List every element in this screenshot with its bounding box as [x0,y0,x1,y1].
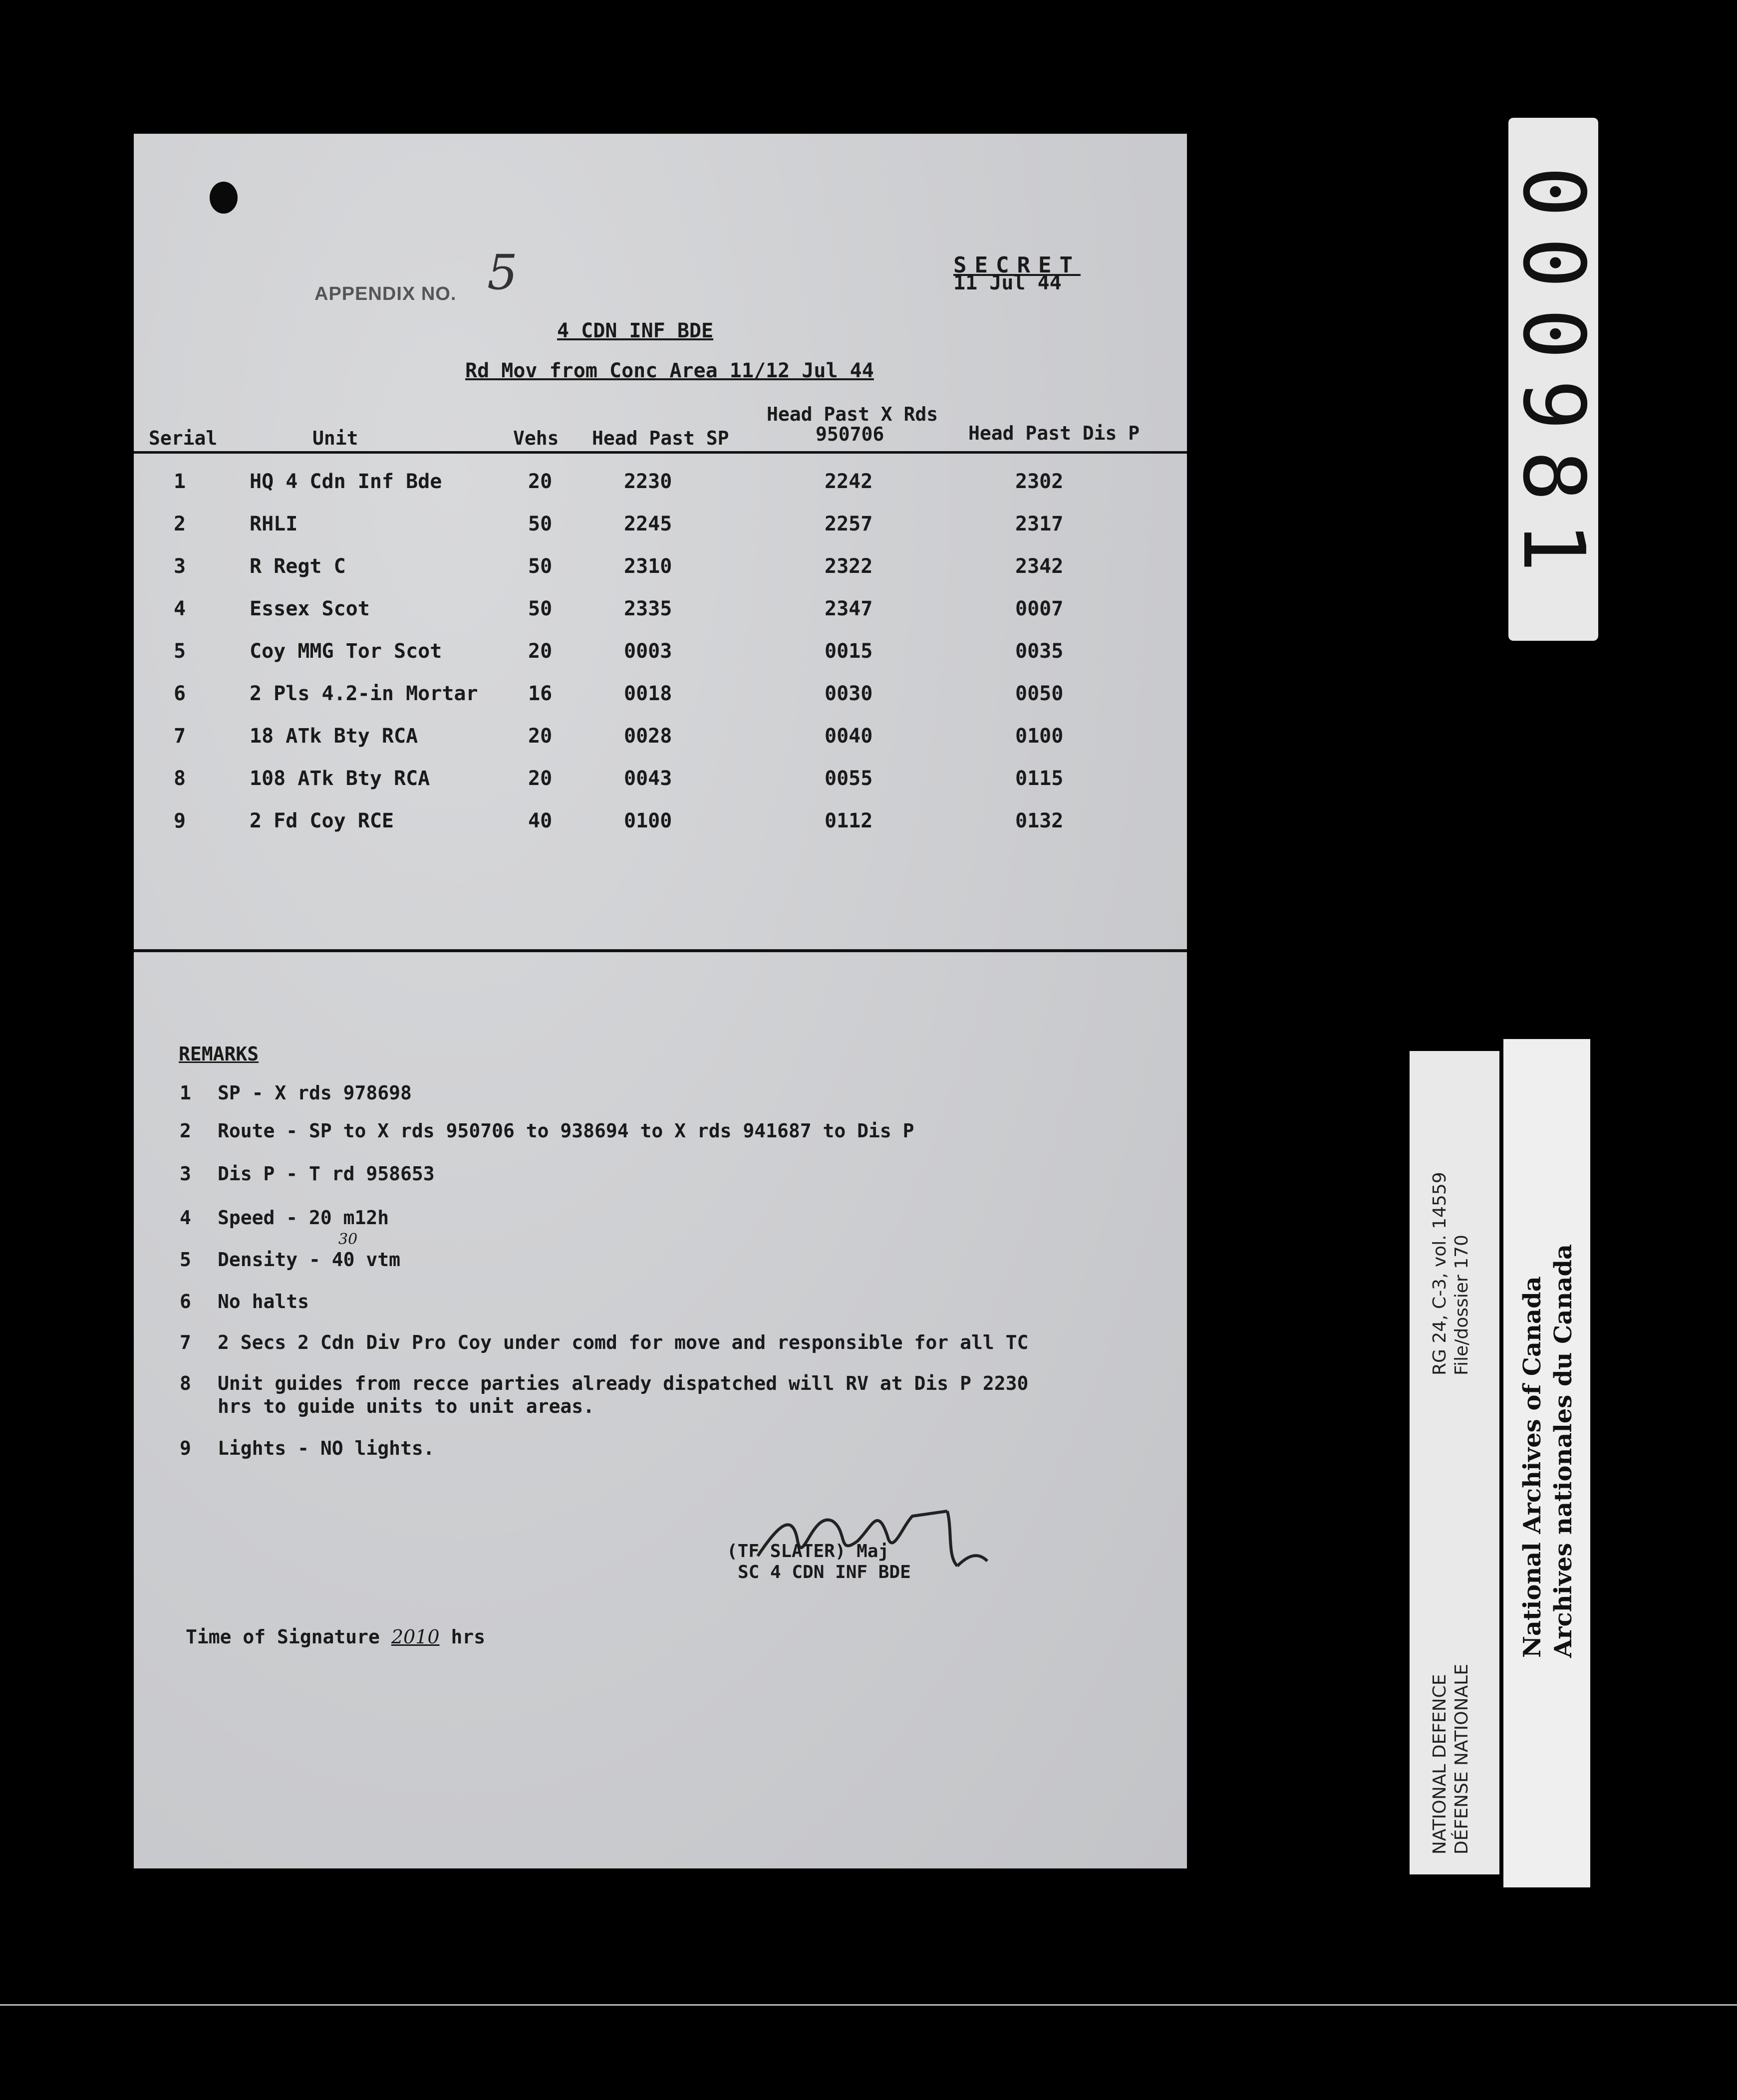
remark-number: 2 [180,1120,191,1142]
archive-page-number [1504,118,1603,641]
table-cell-disp: 2302 [1015,470,1064,493]
table-cell-unit: Coy MMG Tor Scot [250,640,442,663]
table-cell-vehs: 20 [528,767,553,790]
header-rule [134,451,1187,454]
table-cell-serial: 9 [174,809,186,832]
table-cell-serial: 2 [174,513,186,535]
header-head-past-sp: Head Past SP [592,427,729,449]
national-defence-label [1410,1051,1499,1874]
table-cell-sp: 2335 [624,597,672,620]
table-cell-xrds: 2347 [825,597,873,620]
table-cell-sp: 2230 [624,470,672,493]
table-cell-disp: 0050 [1015,682,1064,705]
remark-number: 1 [180,1082,191,1104]
table-cell-unit: 2 Pls 4.2-in Mortar [250,682,478,705]
table-cell-serial: 1 [174,470,186,493]
na-line2: Archives nationales du Canada [1549,1244,1577,1658]
time-value: 2010 [391,1626,440,1648]
remark-text: Route - SP to X rds 950706 to 938694 to X rds 941687 to Dis P [218,1120,914,1142]
scan-bottom-line [0,2004,1737,2006]
table-cell-serial: 5 [174,640,186,663]
table-cell-sp: 0043 [624,767,672,790]
table-cell-xrds: 0015 [825,640,873,663]
table-cell-xrds: 2242 [825,470,873,493]
table-cell-xrds: 2257 [825,513,873,535]
table-cell-unit: 2 Fd Coy RCE [250,809,394,832]
time-suffix: hrs [451,1626,486,1648]
table-cell-disp: 0115 [1015,767,1064,790]
table-cell-xrds: 2322 [825,555,873,578]
appendix-label: APPENDIX NO. [314,283,457,304]
table-cell-disp: 2342 [1015,555,1064,578]
formation-title: 4 CDN INF BDE [557,319,714,342]
header-xrds-line1: Head Past X Rds [767,403,938,425]
time-label: Time of Signature [186,1626,380,1648]
ref-line1: RG 24, C-3, vol. 14559 [1430,1172,1450,1375]
table-cell-disp: 0100 [1015,725,1064,748]
classification: SECRET [953,253,1081,278]
table-cell-vehs: 20 [528,640,553,663]
table-cell-sp: 0003 [624,640,672,663]
page-number-text: 000981 [1504,166,1603,593]
table-cell-disp: 0007 [1015,597,1064,620]
header-xrds-line2: 950706 [816,423,884,445]
remark-number: 3 [180,1163,191,1185]
remark-text: SP - X rds 978698 [218,1082,412,1104]
nd-line1: NATIONAL DEFENCE [1430,1674,1450,1854]
table-cell-serial: 3 [174,555,186,578]
signatory-role: SC 4 CDN INF BDE [738,1562,911,1582]
table-cell-unit: 18 ATk Bty RCA [250,725,418,748]
remark-text: Dis P - T rd 958653 [218,1163,435,1185]
table-cell-disp: 0132 [1015,809,1064,832]
remark-number: 4 [180,1207,191,1229]
table-cell-xrds: 0112 [825,809,873,832]
handwritten-correction: 30 [338,1231,358,1248]
time-of-signature [186,1626,485,1648]
table-cell-sp: 0100 [624,809,672,832]
header-serial: Serial [149,427,218,449]
table-cell-vehs: 16 [528,682,553,705]
remark-number: 7 [180,1331,191,1353]
header-dis-p: Head Past Dis P [968,422,1140,444]
na-line1: National Archives of Canada [1518,1276,1546,1658]
table-cell-sp: 0018 [624,682,672,705]
document-date: 11 Jul 44 [953,271,1062,294]
table-cell-vehs: 40 [528,809,553,832]
remark-text: Density - 40 vtm [218,1249,401,1271]
table-cell-serial: 8 [174,767,186,790]
table-cell-serial: 7 [174,725,186,748]
table-cell-xrds: 0040 [825,725,873,748]
table-cell-xrds: 0030 [825,682,873,705]
table-cell-xrds: 0055 [825,767,873,790]
table-cell-vehs: 50 [528,513,553,535]
table-cell-disp: 0035 [1015,640,1064,663]
national-archives-label [1503,1039,1590,1887]
table-cell-vehs: 50 [528,555,553,578]
remark-number: 8 [180,1372,191,1394]
signatory-name: (TF SLATER) Maj [727,1541,889,1562]
table-cell-disp: 2317 [1015,513,1064,535]
header-unit: Unit [312,427,358,449]
table-bottom-rule [134,949,1187,952]
table-cell-sp: 2310 [624,555,672,578]
ref-line2: File/dossier 170 [1451,1235,1472,1375]
header-vehs: Vehs [513,427,559,449]
table-cell-serial: 4 [174,597,186,620]
nd-line2: DÉFENSE NATIONALE [1451,1664,1472,1854]
remark-text: 2 Secs 2 Cdn Div Pro Coy under comd for move and responsible for all TC [218,1331,1029,1353]
remark-text-continued: hrs to guide units to unit areas. [218,1395,594,1417]
remark-text: Lights - NO lights. [218,1437,435,1459]
appendix-number: 5 [487,245,518,300]
remarks-title: REMARKS [179,1043,259,1065]
table-cell-sp: 0028 [624,725,672,748]
table-cell-unit: HQ 4 Cdn Inf Bde [250,470,442,493]
table-cell-sp: 2245 [624,513,672,535]
table-cell-serial: 6 [174,682,186,705]
table-cell-unit: 108 ATk Bty RCA [250,767,430,790]
table-cell-vehs: 20 [528,470,553,493]
remark-text: Unit guides from recce parties already dispatched will RV at Dis P 2230 [218,1372,1029,1394]
remark-number: 6 [180,1291,191,1312]
table-cell-vehs: 50 [528,597,553,620]
punch-hole [210,182,238,214]
remark-number: 5 [180,1249,191,1271]
remark-text: Speed - 20 m12h [218,1207,389,1229]
table-cell-unit: RHLI [250,513,298,535]
document-sheet [134,134,1187,1868]
remark-number: 9 [180,1437,191,1459]
document-subtitle: Rd Mov from Conc Area 11/12 Jul 44 [465,359,874,382]
remark-text: No halts [218,1291,309,1312]
table-cell-unit: R Regt C [250,555,346,578]
table-cell-vehs: 20 [528,725,553,748]
table-cell-unit: Essex Scot [250,597,370,620]
